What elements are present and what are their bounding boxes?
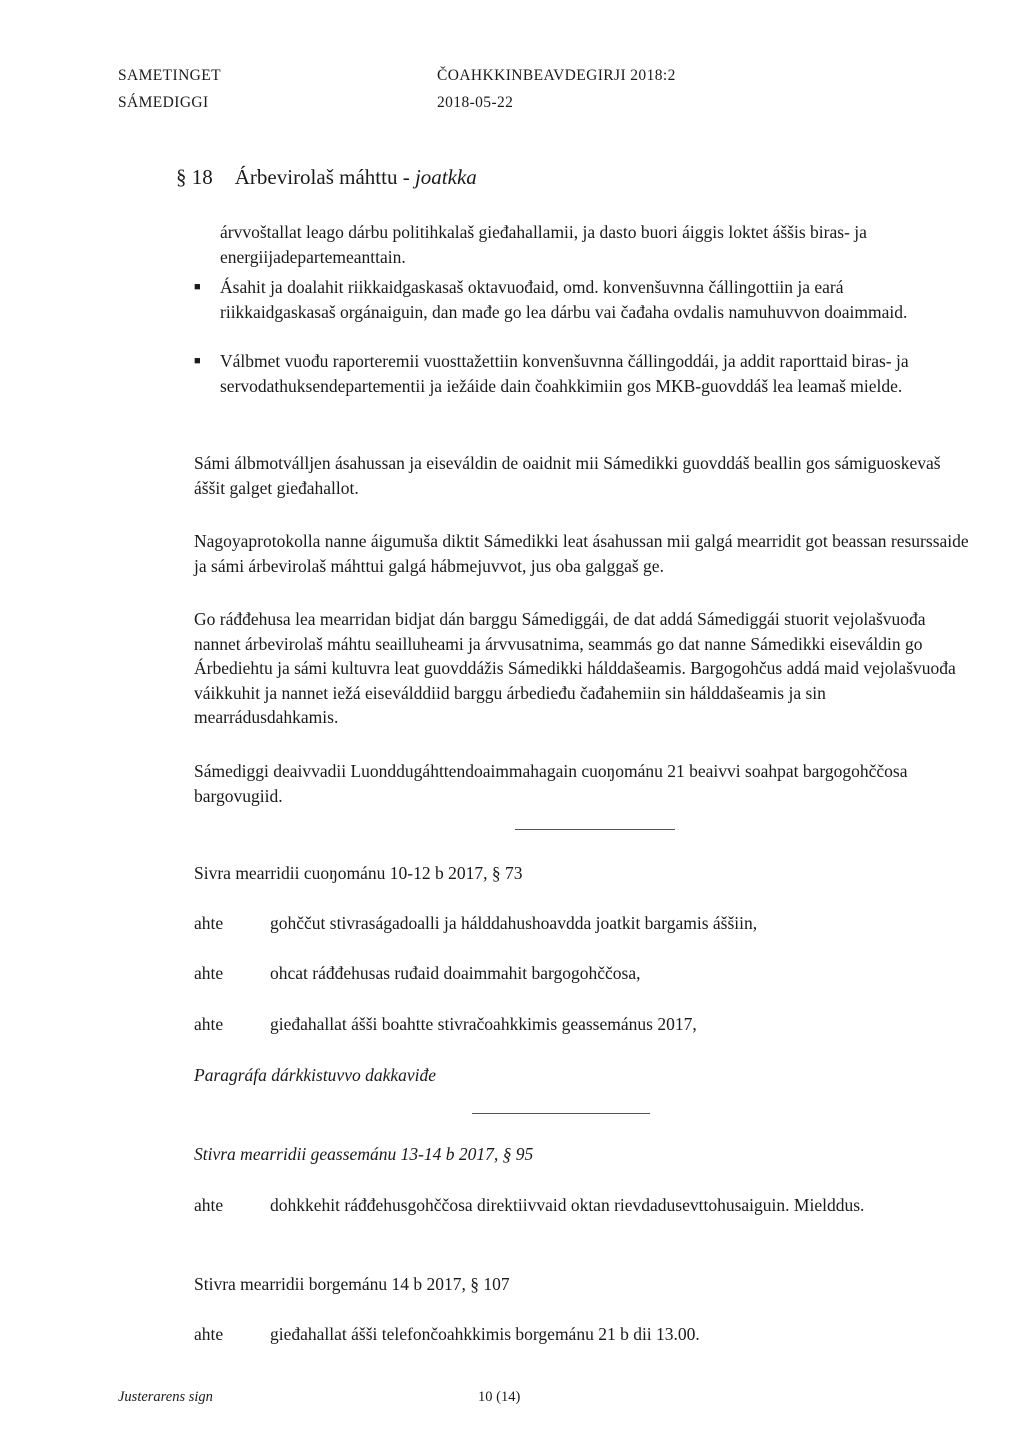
decision-heading: Stivra mearridii borgemánu 14 b 2017, § 107 bbox=[194, 1274, 510, 1294]
document-title: ČOAHKKINBEAVDEGIRJI 2018:2 bbox=[437, 67, 676, 84]
section-title: Árbevirolaš máhttu - bbox=[234, 165, 415, 189]
bullet-text: Válbmet vuođu raporteremii vuosttažettiin konvenšuvnna čállingoddái, ja addit raporttaid biras- ja servodathuksendepartementii ja iežáide dain čoahkkimiin gos MKB-guovddáš lea leamaš mielde. bbox=[220, 351, 909, 396]
decision-heading: Sivra mearridii cuoŋománu 10-12 b 2017, § 73 bbox=[194, 863, 523, 883]
header-document bbox=[437, 62, 676, 116]
bullet-item bbox=[194, 349, 960, 398]
bullet-text: Ásahit ja doalahit riikkaidgaskasaš oktavuođaid, omd. konvenšuvnna čállingottiin ja eará riikkaidgaskasaš orgánaiguin, dan mađe go lea dárbu vai čađaha ovdalis namuhuvvon doaimmaid. bbox=[220, 277, 908, 322]
bullet-icon: ■ bbox=[194, 281, 201, 293]
paragraph: Nagoyaprotokolla nanne áigumuša diktit Sámedikki leat ásahussan mii galgá mearridit got beassan resurssaide ja sámi árbevirolaš máhttui galgá hábmejuvvot, jus oba galggaš ge. bbox=[194, 531, 969, 576]
paragraph-note: Paragráfa dárkkistuvvo dakkaviđe bbox=[194, 1065, 437, 1085]
decision-text: dohkkehit ráđđehusgohččosa direktiivvaid oktan rievdadusevttohusaiguin. Mielddus. bbox=[270, 1195, 865, 1215]
decision-keyword: ahte bbox=[194, 1324, 224, 1344]
section-heading bbox=[176, 165, 477, 190]
decision-keyword: ahte bbox=[194, 1014, 224, 1034]
bullet-item bbox=[194, 275, 960, 324]
section-number: § 18 bbox=[176, 165, 213, 189]
bullet-icon: ■ bbox=[194, 355, 201, 367]
org-name-sami: SÁMEDIGGI bbox=[118, 94, 209, 111]
decision-keyword: ahte bbox=[194, 963, 224, 983]
section-title-continued: joatkka bbox=[414, 165, 477, 189]
paragraph: Sámediggi deaivvadii Luonddugáhttendoaimmahagain cuoŋománu 21 beaivvi soahpat bargogohččosa bargovugiid. bbox=[194, 761, 908, 806]
separator-line bbox=[515, 829, 675, 830]
org-name-swedish: SAMETINGET bbox=[118, 67, 222, 84]
decision-heading: Stivra mearridii geassemánu 13-14 b 2017, § 95 bbox=[194, 1144, 534, 1164]
header-organization bbox=[118, 62, 221, 116]
decision-text: gieđahallat ášši boahtte stivračoahkkimis geassemánus 2017, bbox=[270, 1014, 697, 1034]
decision-text: gieđahallat ášši telefončoahkkimis borgemánu 21 b dii 13.00. bbox=[270, 1324, 700, 1344]
continued-bullet-text: árvvoštallat leago dárbu politihkalaš gieđahallamii, ja dasto buori áiggis loktet áššis biras- ja energiijadepartemeanttain. bbox=[220, 222, 867, 267]
paragraph: Go ráđđehusa lea mearridan bidjat dán barggu Sámediggái, de dat addá Sámediggái stuorit vejolašvuođa nannet árbevirolaš máhtu seailluheami ja árvvusatnima, seammás go dat nanne Sámedikki eiseváldin go Árbediehtu ja sámi kultuvra leat guovddážis Sámedikki hálddašeamis. Bargogohčus addá maid vejolašvuođa váikkuhit ja nannet iežá eiseválddiid barggu árbedieđu čađahemiin sin hálddašeamis ja sin mearrádusdahkamis. bbox=[194, 609, 956, 727]
document-date: 2018-05-22 bbox=[437, 94, 514, 111]
separator-line bbox=[472, 1113, 650, 1114]
decision-keyword: ahte bbox=[194, 1195, 224, 1215]
footer-signature-label: Justerarens sign bbox=[118, 1389, 213, 1405]
decision-text: ohcat ráđđehusas ruđaid doaimmahit bargogohččosa, bbox=[270, 963, 641, 983]
decision-text: gohččut stivraságadoalli ja hálddahushoavdda joatkit bargamis áššiin, bbox=[270, 913, 758, 933]
paragraph: Sámi álbmotválljen ásahussan ja eiseváldin de oaidnit mii Sámedikki guovddáš beallin gos sámiguoskevaš áššit galget gieđahallot. bbox=[194, 453, 941, 498]
footer-page-number: 10 (14) bbox=[478, 1389, 521, 1405]
decision-keyword: ahte bbox=[194, 913, 224, 933]
